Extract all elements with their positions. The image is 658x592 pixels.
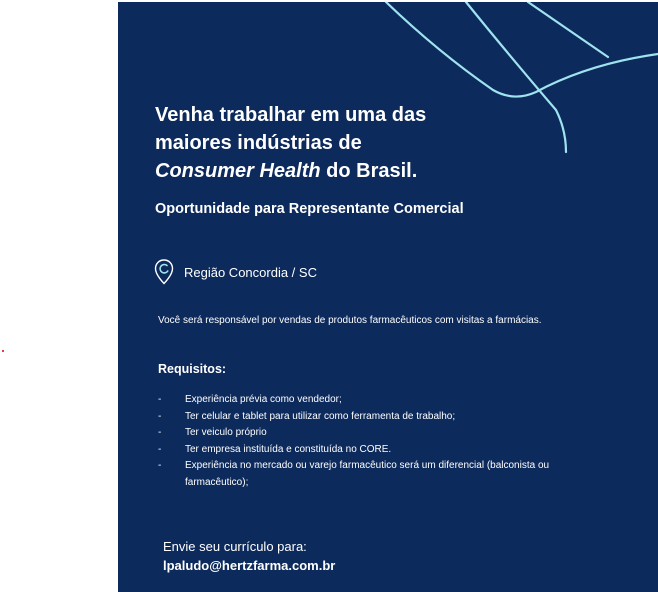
job-ad-panel — [118, 2, 658, 592]
location-text: Região Concordia / SC — [184, 264, 317, 280]
headline — [155, 101, 535, 185]
list-item — [158, 392, 558, 409]
requirement-text: Experiência no mercado ou varejo farmacêutico será um diferencial (balconista ou farmacêutico); — [185, 460, 550, 488]
requirement-text: Experiência prévia como vendedor; — [185, 394, 342, 405]
list-item — [158, 409, 558, 426]
contact-block — [163, 537, 335, 575]
requirement-text: Ter veiculo próprio — [185, 427, 267, 438]
stray-dot — [2, 350, 4, 352]
contact-label: Envie seu currículo para: — [163, 539, 307, 554]
location-pin-icon — [154, 259, 174, 285]
list-item — [158, 458, 558, 491]
list-bullet: - — [158, 394, 162, 405]
list-bullet: - — [158, 410, 162, 422]
requirement-text: Ter empresa instituída e constituída no CORE. — [185, 443, 392, 455]
location-row — [154, 259, 317, 285]
list-bullet: - — [158, 427, 162, 438]
list-item — [158, 442, 558, 459]
contact-email[interactable]: lpaludo@hertzfarma.com.br — [163, 558, 336, 573]
list-bullet: - — [158, 443, 162, 455]
list-bullet: - — [158, 460, 162, 471]
headline-line-2: maiores indústrias de — [155, 132, 362, 154]
headline-emphasis: Consumer Health — [155, 160, 321, 182]
requirements-list — [158, 392, 558, 491]
list-item — [158, 425, 558, 442]
headline-line-3: do Brasil. — [320, 160, 418, 182]
job-title: Oportunidade para Representante Comercial — [155, 201, 464, 217]
requirements-title: Requisitos: — [158, 362, 227, 376]
requirement-text: Ter celular e tablet para utilizar como ferramenta de trabalho; — [185, 410, 456, 422]
headline-line-1: Venha trabalhar em uma das — [155, 104, 427, 126]
job-description: Você será responsável por vendas de produtos farmacêuticos com visitas a farmácias. — [158, 315, 542, 326]
